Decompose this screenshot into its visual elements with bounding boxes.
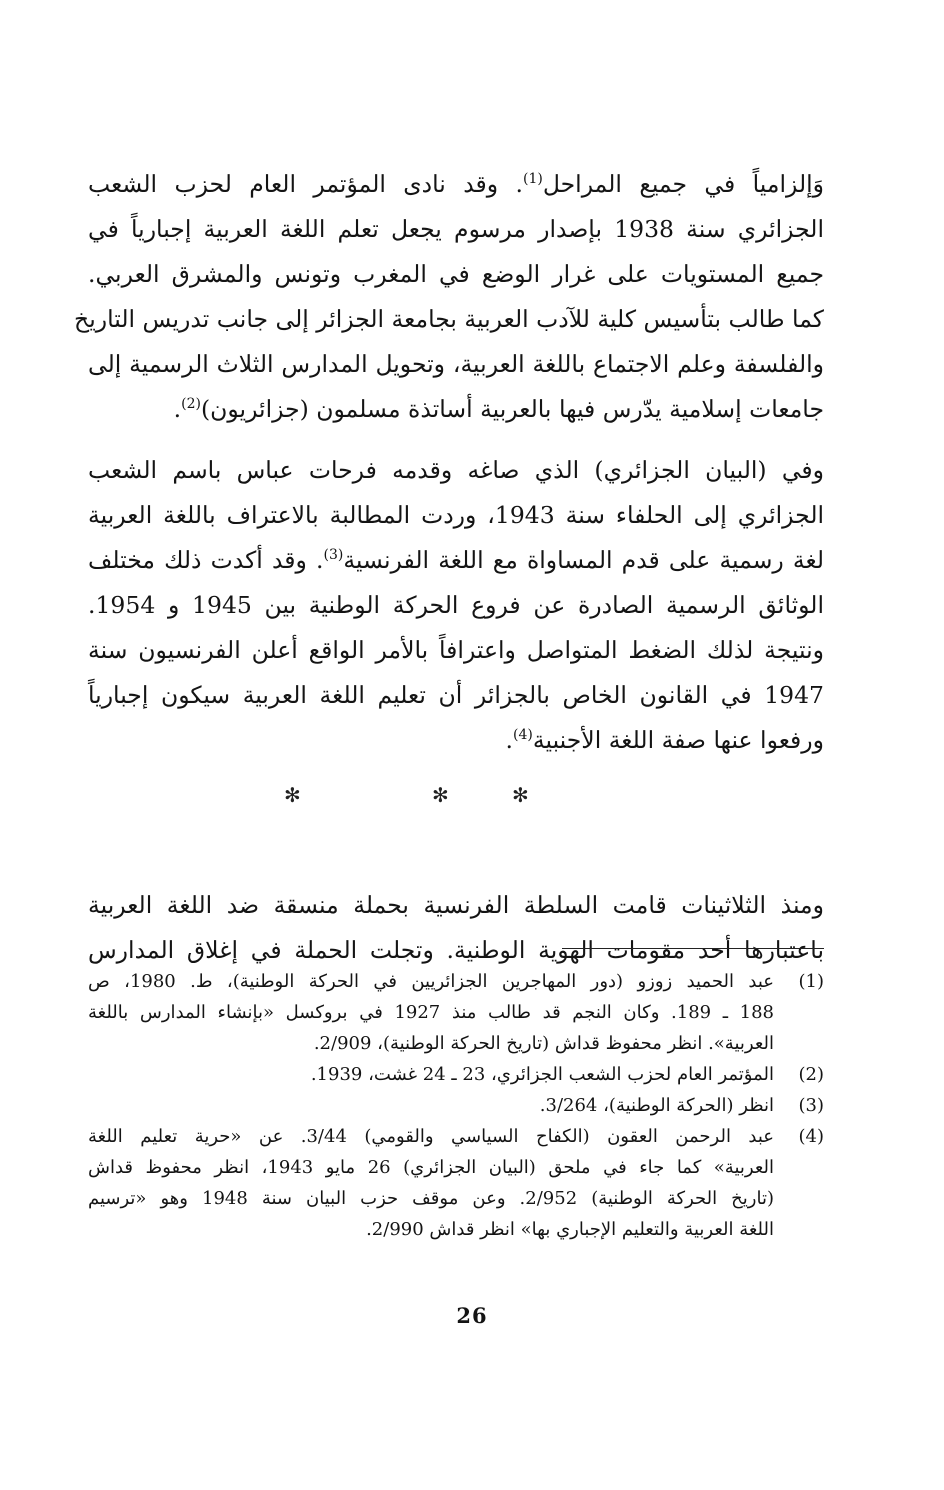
body-line: وفي (البيان الجزائري) الذي صاغه وقدمه فرحات عباس باسم الشعب — [88, 456, 824, 484]
page-body — [74, 162, 825, 1240]
section-separator — [88, 763, 824, 883]
text-span: . — [173, 395, 182, 423]
asterism-icon: ✻ — [512, 783, 529, 807]
text-span: . وقد نادى المؤتمر العام لحزب الشعب — [88, 170, 523, 198]
footnote-2 — [88, 1059, 824, 1090]
paragraph-3 — [88, 883, 824, 973]
body-line: جميع المستويات على غرار الوضع في المغرب وتونس والمشرق العربي. — [88, 260, 824, 288]
body-line: ونتيجة لذلك الضغط المتواصل واعترافاً بالأمر الواقع أعلن الفرنسيون سنة — [88, 636, 824, 664]
body-line — [88, 162, 824, 207]
footnotes — [88, 966, 824, 1245]
page-number: 26 — [456, 1303, 488, 1328]
asterism-icon: ✻ — [284, 783, 301, 807]
paragraph-2 — [88, 448, 824, 763]
footnote-line: 188 ـ 189. وكان النجم قد طالب منذ 1927 في بروكسل «بإنشاء المدارس باللغة — [88, 1002, 774, 1023]
footnote-line: عبد الرحمن العقون (الكفاح السياسي والقومي) 3/44. عن «حرية تعليم اللغة — [88, 1126, 774, 1147]
footnote-ref-4[interactable]: (4) — [513, 727, 533, 744]
body-line: الوثائق الرسمية الصادرة عن فروع الحركة الوطنية بين 1945 و 1954. — [88, 591, 824, 619]
text-span: جامعات إسلامية يدّرس فيها بالعربية أساتذة مسلمون (جزائريون) — [200, 395, 824, 423]
footnote-1 — [88, 966, 824, 1059]
body-line: كما طالب بتأسيس كلية للآدب العربية بجامعة الجزائر إلى جانب تدريس التاريخ — [74, 305, 824, 333]
body-line: ومنذ الثلاثينات قامت السلطة الفرنسية بحملة منسقة ضد اللغة العربية — [88, 891, 824, 919]
text-span: . وقد أكدت ذلك مختلف — [88, 546, 324, 574]
footnote-line: (تاريخ الحركة الوطنية) 2/952. وعن موقف حزب البيان سنة 1948 وهو «ترسيم — [88, 1188, 774, 1209]
footnote-number: (1) — [798, 971, 824, 992]
footnote-line: عبد الحميد زوزو (دور المهاجرين الجزائريين في الحركة الوطنية)، ط. 1980، ص — [88, 971, 774, 992]
footnote-line: المؤتمر العام لحزب الشعب الجزائري، 23 ـ 24 غشت، 1939. — [310, 1064, 774, 1085]
paragraph-1 — [74, 162, 824, 432]
footnote-number: (3) — [798, 1095, 824, 1116]
body-line — [88, 387, 824, 432]
footnote-number: (2) — [798, 1064, 824, 1085]
footnote-ref-1[interactable]: (1) — [522, 171, 543, 188]
body-line: الجزائري إلى الحلفاء سنة 1943، وردت المطالبة بالاعتراف باللغة العربية — [88, 501, 825, 529]
footnote-number: (4) — [798, 1126, 824, 1147]
footnote-line: العربية». انظر محفوظ قداش (تاريخ الحركة الوطنية)، 2/909. — [313, 1033, 774, 1054]
body-line — [88, 718, 824, 763]
footnote-ref-2[interactable]: (2) — [181, 396, 201, 413]
body-line — [88, 538, 824, 583]
text-span: ورفعوا عنها صفة اللغة الأجنبية — [532, 726, 824, 754]
footnote-divider — [562, 948, 824, 949]
footnote-line: انظر (الحركة الوطنية)، 3/264. — [539, 1095, 774, 1116]
body-line: 1947 في القانون الخاص بالجزائر أن تعليم اللغة العربية سيكون إجبارياً — [88, 681, 824, 709]
footnote-3 — [88, 1090, 824, 1121]
body-line: الجزائري سنة 1938 بإصدار مرسوم يجعل تعلم اللغة العربية إجبارياً في — [88, 215, 824, 243]
asterism-icon: ✻ — [432, 783, 449, 807]
body-line: باعتبارها أحد مقومات الهوية الوطنية. وتجلت الحملة في إغلاق المدارس — [88, 936, 824, 964]
text-span: وَإلزامياً في جميع المراحل — [542, 170, 824, 198]
footnote-line: اللغة العربية والتعليم الإجباري بها» انظر قداش 2/990. — [366, 1219, 774, 1240]
footnote-line: العربية» كما جاء في ملحق (البيان الجزائري) 26 مايو 1943، انظر محفوظ قداش — [88, 1157, 774, 1178]
body-line: والفلسفة وعلم الاجتماع باللغة العربية، وتحويل المدارس الثلاث الرسمية إلى — [88, 350, 824, 378]
text-span: لغة رسمية على قدم المساواة مع اللغة الفرنسية — [343, 546, 824, 574]
footnote-4 — [88, 1121, 824, 1245]
text-span: . — [505, 726, 514, 754]
footnote-ref-3[interactable]: (3) — [323, 547, 344, 564]
